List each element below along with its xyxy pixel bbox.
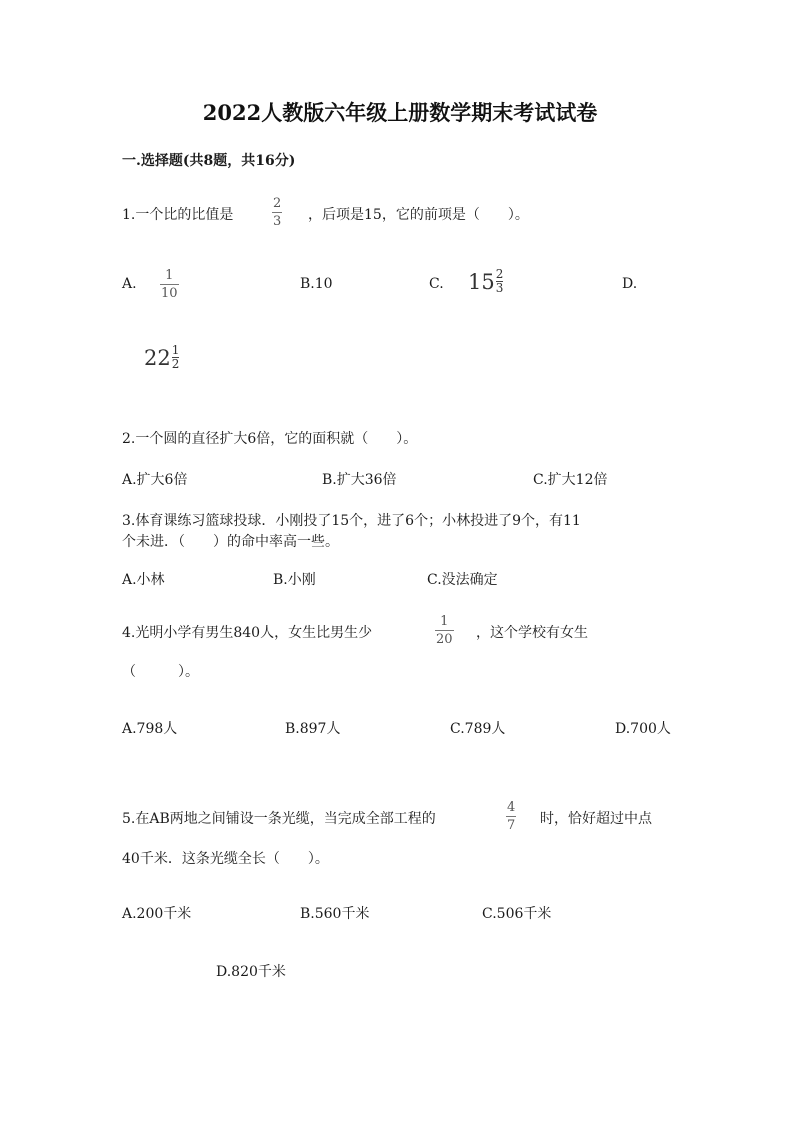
question-3-line-2: 个未进．（ ）的命中率高一些。 (122, 534, 339, 550)
mixed-fraction (496, 268, 504, 295)
question-1-suffix: ，后项是15，它的前项是（ ）。 (308, 207, 529, 223)
q5-option-b: B.560千米 (300, 906, 370, 922)
fraction-denominator: 2 (171, 357, 180, 371)
mixed-fraction (172, 344, 180, 371)
fraction-denominator: 7 (507, 818, 516, 833)
fraction-denominator: 3 (273, 214, 282, 229)
question-1-fraction (272, 196, 282, 229)
fraction-bar (435, 630, 454, 631)
question-5-prefix: 5.在AB两地之间铺设一条光缆，当完成全部工程的 (122, 811, 436, 827)
q5-option-d: D.820千米 (216, 964, 286, 980)
q2-option-c: C.扩大12倍 (533, 472, 608, 488)
q3-option-c: C.没法确定 (427, 572, 498, 588)
q1-option-d-label: D. (622, 276, 638, 292)
fraction-numerator: 2 (495, 267, 504, 281)
question-1-prefix: 1.一个比的比值是 (122, 207, 234, 223)
fraction-numerator: 1 (440, 614, 449, 629)
question-2-text: 2.一个圆的直径扩大6倍，它的面积就（ ）。 (122, 431, 418, 447)
question-4-suffix: ，这个学校有女生 (476, 625, 588, 641)
q4-option-d: D.700人 (615, 721, 671, 737)
mixed-whole: 22 (144, 345, 171, 370)
q1-option-b: B.10 (300, 276, 333, 292)
q2-option-a: A.扩大6倍 (122, 472, 188, 488)
fraction-bar (160, 284, 179, 285)
question-4-prefix: 4.光明小学有男生840人，女生比男生少 (122, 625, 373, 641)
q4-option-b: B.897人 (285, 721, 341, 737)
q1-option-a-fraction (160, 268, 179, 301)
q4-option-a: A.798人 (122, 721, 178, 737)
q5-option-a: A.200千米 (122, 906, 192, 922)
question-5-fraction (506, 800, 516, 833)
fraction-numerator: 2 (273, 196, 282, 211)
fraction-numerator: 1 (165, 268, 174, 283)
q4-option-c: C.789人 (450, 721, 506, 737)
page-title: 2022人教版六年级上册数学期末考试试卷 (202, 100, 598, 125)
q3-option-a: A.小林 (122, 572, 165, 588)
fraction-denominator: 20 (436, 632, 453, 647)
question-5-suffix: 时，恰好超过中点 (540, 811, 652, 827)
q1-option-a-label: A. (122, 276, 137, 292)
q1-option-c-mixed-number (468, 268, 503, 295)
q3-option-b: B.小刚 (273, 572, 316, 588)
fraction-denominator: 3 (495, 281, 504, 295)
fraction-bar (272, 212, 282, 213)
fraction-bar (506, 816, 516, 817)
section-heading: 一.选择题(共8题，共16分) (122, 153, 296, 169)
question-3-line-1: 3.体育课练习篮球投球．小刚投了15个，进了6个；小林投进了9个，有11 (122, 513, 581, 529)
q1-option-d-mixed-number (144, 344, 179, 371)
fraction-denominator: 10 (161, 286, 178, 301)
question-4-line-2: （ ）。 (122, 664, 199, 680)
question-5-line-2: 40千米．这条光缆全长（ ）。 (122, 851, 329, 867)
q2-option-b: B.扩大36倍 (322, 472, 397, 488)
fraction-numerator: 1 (171, 343, 180, 357)
mixed-whole: 15 (468, 269, 495, 294)
fraction-numerator: 4 (507, 800, 516, 815)
q1-option-c-label: C. (429, 276, 444, 292)
question-4-fraction (435, 614, 454, 647)
q5-option-c: C.506千米 (482, 906, 552, 922)
